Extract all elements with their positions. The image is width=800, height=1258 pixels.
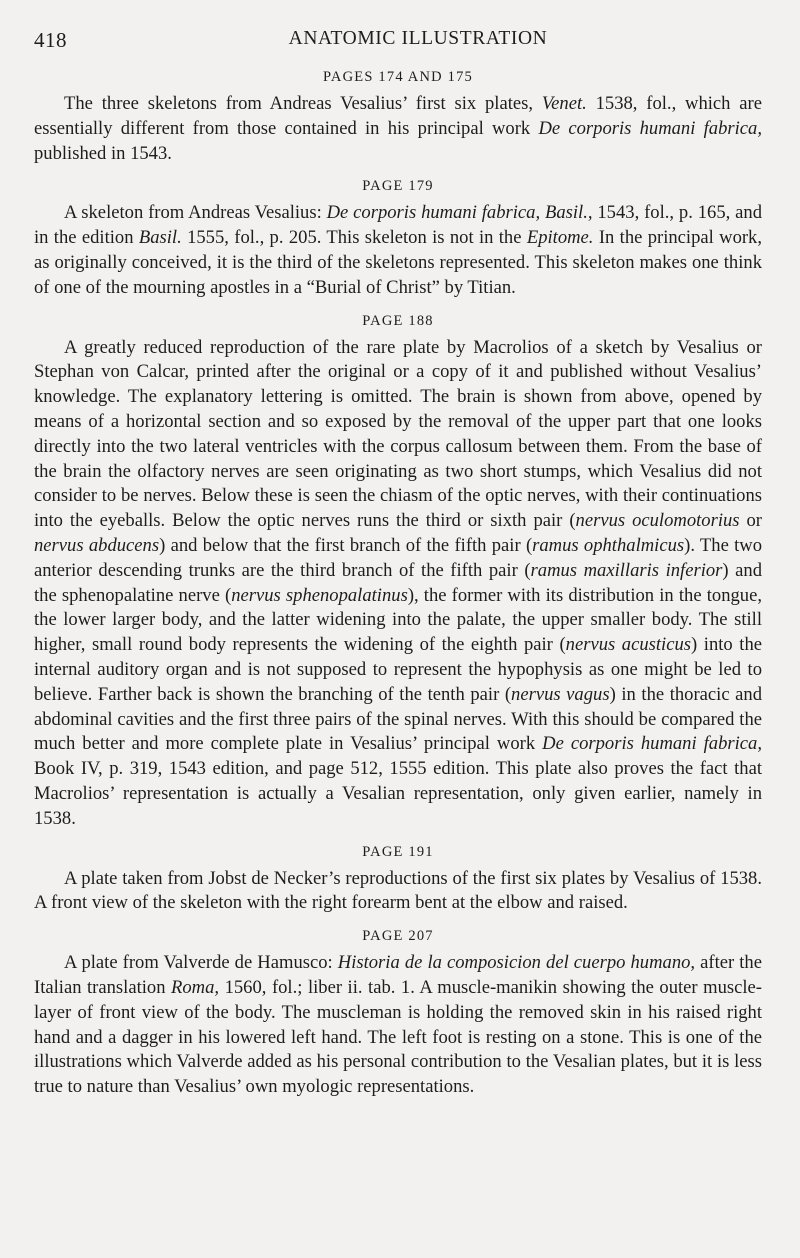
text-run: 1543, fol., p. 165, and in the edition — [34, 202, 762, 249]
section-heading: PAGE 188 — [362, 312, 434, 329]
text-run: ) and the sphenopalatine nerve ( — [34, 559, 762, 606]
italic-run: ramus ophthalmicus — [532, 534, 685, 556]
text-run: ) into the internal auditory organ and is not supposed to represent the hypophysis as one might be led to believe. Farther back is shown the branching of the tenth pair ( — [34, 634, 762, 705]
section-body — [34, 867, 762, 917]
section-body — [34, 92, 762, 166]
section-page-207 — [34, 925, 762, 1100]
text-run: 1560, fol.; liber ii. tab. 1. A muscle-manikin showing the outer muscle-layer of front view of the body. The muscleman is holding the removed skin in his raised right hand and a dagger in his lowered left hand. The left foot is resting on a stone. This is one of the illustrations which Valverde added as his personal contribution to the Vesalian plates, but it is less true to nature than Vesalius’ own myologic representations. — [34, 976, 762, 1098]
section-page-188 — [34, 310, 762, 832]
sections — [34, 66, 762, 1100]
text-run: In the principal work, as originally conceived, it is the third of the skeletons represented. This skeleton makes one think of one of the mourning apostles in a “Burial of Christ” by Titian. — [34, 227, 763, 298]
section-page-191 — [34, 841, 762, 917]
italic-run: Historia de la composicion del cuerpo humano, — [337, 952, 696, 974]
section-heading: PAGE 179 — [362, 178, 434, 195]
running-title: ANATOMIC ILLUSTRATION — [288, 28, 548, 49]
section-body — [34, 336, 762, 832]
page-number: 418 — [34, 28, 67, 52]
text-run: or — [739, 510, 762, 532]
italic-run: Roma, — [171, 976, 220, 998]
section-body — [34, 201, 762, 300]
italic-run: De corporis humani fabrica, Basil., — [326, 202, 593, 224]
italic-run: De corporis humani fabrica, — [542, 733, 762, 755]
text-run: A plate from Valverde de Hamusco: — [64, 952, 338, 974]
italic-run: nervus oculomotorius — [575, 510, 740, 532]
text-run: ). The two anterior descending trunks are the third branch of the fifth pair ( — [34, 534, 762, 581]
text-run: The three skeletons from Andreas Vesalius’ first six plates, — [64, 93, 542, 114]
italic-run: nervus acusticus — [565, 634, 692, 656]
text-run: 1538, fol., which are essentially different from those contained in his principal work — [34, 93, 762, 139]
italic-run: Epitome. — [526, 227, 594, 249]
text-run: after the Italian translation — [34, 952, 762, 998]
italic-run: nervus sphenopalatinus — [231, 584, 408, 606]
section-page-179 — [34, 175, 762, 300]
italic-run: nervus abducens — [34, 534, 160, 556]
text-run: A greatly reduced reproduction of the rare plate by Macrolios of a sketch by Vesalius or Stephan von Calcar, printed after the original or a copy of it and published without Vesalius’ knowledge. The explanatory lettering is omitted. The brain is shown from above, opened by means of a horizontal section and so exposed by the removal of the upper part that one looks directly into the two lateral ventricles with the corpus callosum between them. From the base of the brain the olfactory nerves are seen originating as two short stumps, which Vesalius did not consider to be nerves. Below these is seen the chiasm of the optic nerves, with their continuations into the eyeballs. Below the optic nerves runs the third or sixth pair ( — [34, 336, 762, 532]
section-heading: PAGE 207 — [362, 928, 434, 945]
text-run: A plate taken from Jobst de Necker’s reproductions of the first six plates by Vesalius of 1538. A front view of the skeleton with the right forearm bent at the elbow and raised. — [34, 867, 762, 914]
section-pages-174-175 — [34, 66, 762, 166]
section-heading: PAGE 191 — [362, 843, 434, 860]
italic-run: De corporis humani fabrica, — [538, 117, 762, 139]
running-head — [34, 26, 762, 66]
text-run: ) and below that the first branch of the fifth pair ( — [159, 534, 533, 556]
text-run: 1555, fol., p. 205. This skeleton is not in the — [181, 227, 527, 249]
text-run: ), the former with its distribution in the tongue, the lower larger body, and the latter widening into the palate, the upper smaller body. The still higher, small round body represents the widening of the eighth pair ( — [34, 584, 762, 656]
italic-run: nervus vagus — [511, 683, 610, 705]
text-run: A skeleton from Andreas Vesalius: — [64, 202, 327, 224]
italic-run: Venet. — [541, 93, 587, 114]
section-heading: PAGES 174 AND 175 — [323, 69, 473, 85]
italic-run: ramus maxillaris inferior — [530, 559, 723, 581]
text-run: published in 1543. — [34, 142, 172, 164]
text-run: ) in the thoracic and abdominal cavities and the first three pairs of the spinal nerves. With this should be compared the much better and more complete plate in Vesalius’ principal work — [34, 683, 762, 755]
text-run: Book IV, p. 319, 1543 edition, and page 512, 1555 edition. This plate also proves the fact that Macrolios’ representation is actually a Vesalian representation, only given earlier, namely in 1538. — [34, 758, 762, 829]
section-body — [34, 951, 762, 1100]
italic-run: Basil. — [138, 227, 182, 249]
